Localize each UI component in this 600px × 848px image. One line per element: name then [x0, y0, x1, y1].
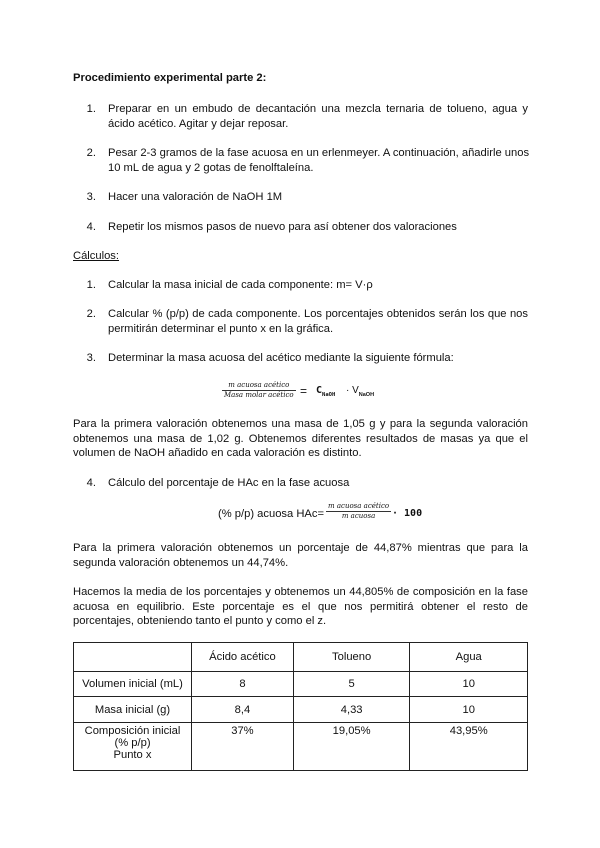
list-text: ácido acético. Agitar y dejar reposar.: [108, 118, 289, 130]
paragraph-line: Para la primera valoración obtenemos una masa de 1,05 g y para la segunda valoración: [73, 418, 528, 430]
list-number: 1.: [86, 279, 96, 291]
list-number: 1.: [86, 103, 96, 115]
table-row-label: Masa inicial (g): [74, 697, 192, 723]
table-row-label: [74, 723, 192, 771]
fraction: [326, 502, 391, 521]
calc-heading: Cálculos:: [73, 250, 120, 262]
subscript: NaOH: [322, 392, 336, 398]
list-text: Calcular % (p/p) de cada componente. Los porcentajes obtenidos serán los que nos: [108, 308, 528, 320]
label-line: (% p/p): [114, 737, 151, 749]
table-cell: 19,05%: [293, 723, 410, 771]
table-row-label: Volumen inicial (mL): [74, 672, 192, 697]
label-line: Punto x: [113, 749, 152, 761]
table-row: [74, 723, 528, 771]
list-text: Determinar la masa acuosa del acético mediante la siguiente fórmula:: [108, 352, 454, 364]
list-text: 10 mL de agua y 2 gotas de fenolftaleína.: [108, 162, 314, 174]
table-header-cell: Ácido acético: [192, 643, 294, 672]
list-number: 3.: [86, 191, 96, 203]
list-text: permitirán determinar el punto x en la gráfica.: [108, 323, 334, 335]
list-text: Preparar en un embudo de decantación una mezcla ternaria de tolueno, agua y: [108, 103, 528, 115]
table-cell: 4,33: [293, 697, 410, 723]
table-cell: 8: [192, 672, 294, 697]
list-text: Hacer una valoración de NaOH 1M: [108, 191, 283, 203]
paragraph-line: Para la primera valoración obtenemos un porcentaje de 44,87% mientras que para la: [73, 542, 528, 554]
list-number: 3.: [86, 352, 96, 364]
fraction-denominator: m acuosa: [341, 512, 376, 520]
paragraph-line: volumen de NaOH añadido en cada valoración es distinto.: [73, 447, 362, 459]
table-header-row: [74, 643, 528, 672]
table-cell: 10: [410, 697, 528, 723]
times-100: · 100: [392, 508, 423, 519]
section-title: Procedimiento experimental parte 2:: [73, 72, 267, 84]
table-row: [74, 697, 528, 723]
list-number: 4.: [86, 221, 96, 233]
table-cell: 37%: [192, 723, 294, 771]
equals-sign: =: [300, 384, 308, 398]
fraction: [222, 381, 296, 400]
paragraph-line: porcentajes, obteniendo tanto el punto y como el z.: [73, 615, 327, 627]
table-header-cell: Agua: [410, 643, 528, 672]
table-header-cell: Tolueno: [293, 643, 410, 672]
table-cell: 10: [410, 672, 528, 697]
table-cell: 8,4: [192, 697, 294, 723]
fraction-numerator: m acuosa acético: [328, 502, 390, 510]
list-text: Pesar 2-3 gramos de la fase acuosa en un erlenmeyer. A continuación, añadirle unos: [108, 147, 530, 159]
table-row: [74, 672, 528, 697]
fraction-denominator: Masa molar acético: [224, 391, 294, 399]
table-header-cell: [74, 643, 192, 672]
list-text: Calcular la masa inicial de cada componente: m= V·ρ: [108, 279, 373, 291]
table-cell: 43,95%: [410, 723, 528, 771]
concentration-symbol: $C_{NaOH}$: [316, 385, 336, 398]
paragraph-line: segunda valoración obtenemos un 44,74%.: [73, 557, 289, 569]
formula-label: (% p/p) acuosa HAc=: [218, 508, 325, 520]
list-number: 2.: [86, 308, 96, 320]
paragraph-line: obtenemos una masa de 1,02 g. Obtenemos diferentes resultados de masas ya que el: [73, 433, 528, 445]
fraction-numerator: m acuosa acético: [228, 381, 290, 389]
list-text: Cálculo del porcentaje de HAc en la fase acuosa: [108, 477, 350, 489]
label-line: Composición inicial: [84, 725, 181, 737]
volume-symbol: · $V_{NaOH}$: [346, 385, 375, 398]
paragraph-line: acuosa en equilibrio. Este porcentaje es el que nos permitirá obtener el resto de: [73, 601, 528, 613]
composition-table: [73, 642, 528, 771]
table-cell: 5: [293, 672, 410, 697]
list-text: Repetir los mismos pasos de nuevo para así obtener dos valoraciones: [108, 221, 457, 233]
paragraph-line: Hacemos la media de los porcentajes y obtenemos un 44,805% de composición en la fase: [73, 586, 528, 598]
list-number: 2.: [86, 147, 96, 159]
subscript: NaOH: [358, 392, 375, 398]
list-number: 4.: [86, 477, 96, 489]
